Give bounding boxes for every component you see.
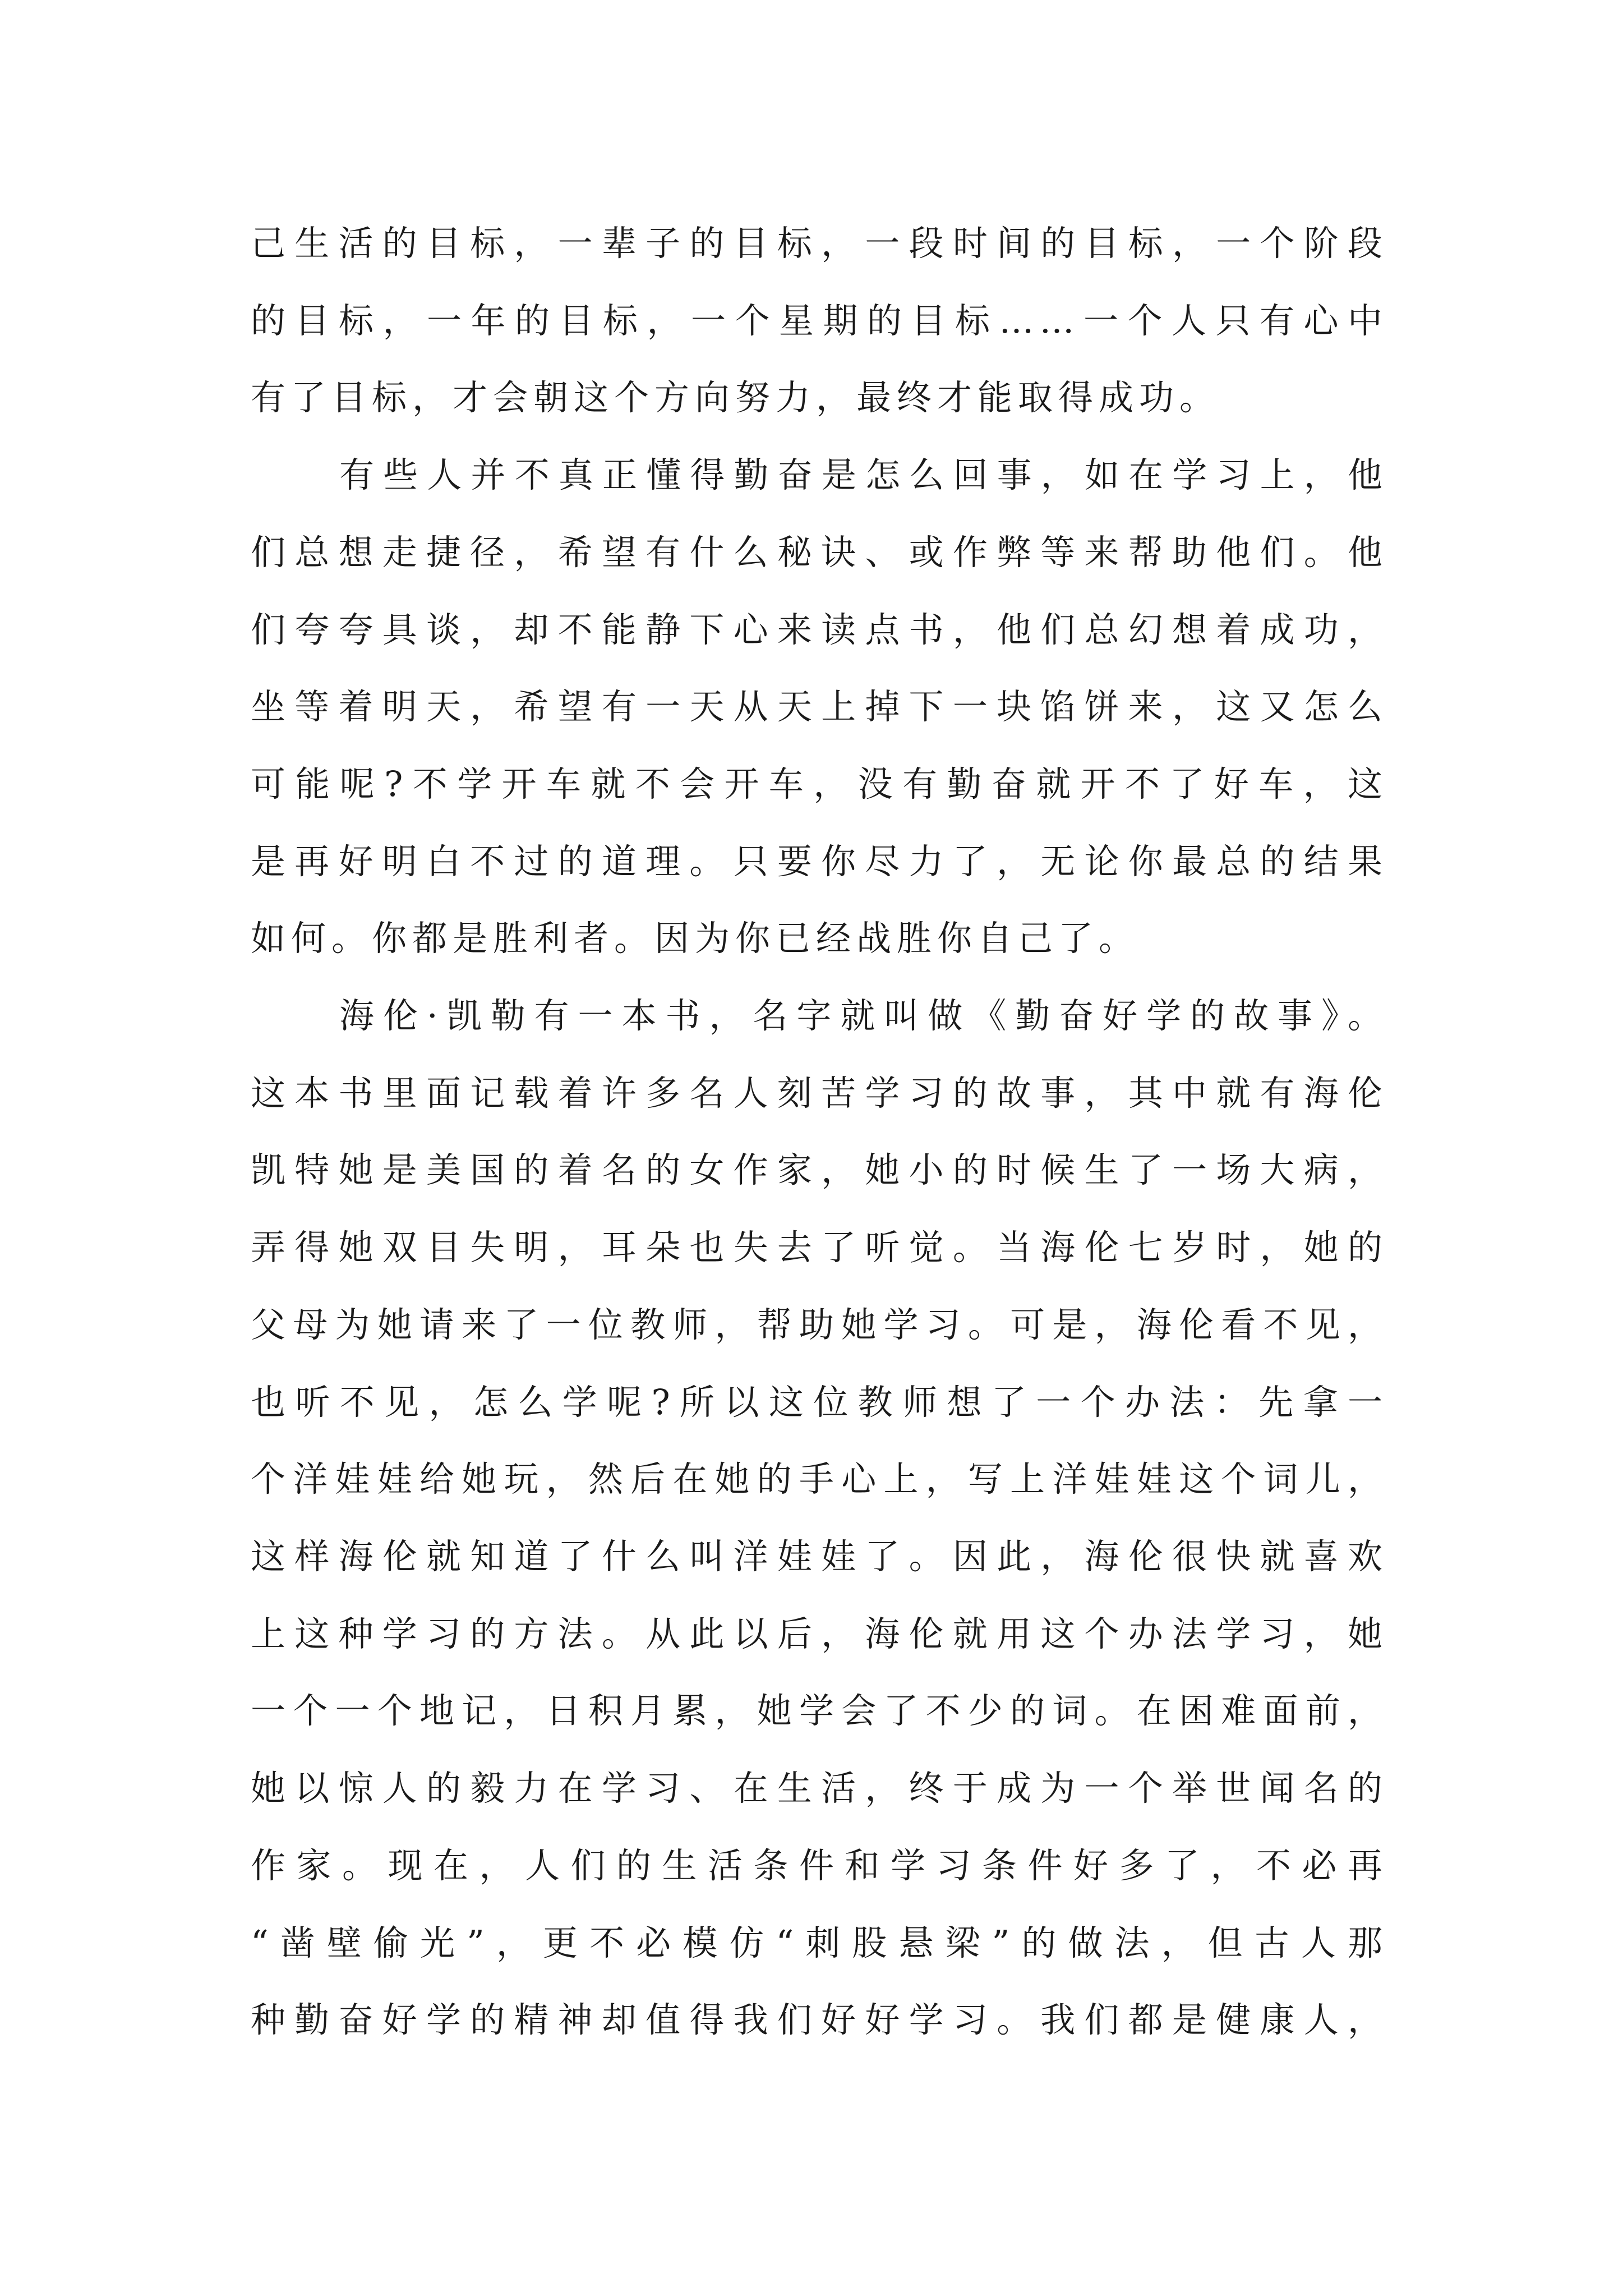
paragraph-start-line: 海伦·凯勒有一本书，名字就叫做《勤奋好学的故事》。: [339, 995, 1388, 1036]
text-line: 己生活的目标，一辈子的目标，一段时间的目标，一个阶段: [251, 223, 1388, 264]
text-line: 如何。你都是胜利者。因为你已经战胜你自己了。: [251, 918, 1140, 959]
body-text: [251, 0, 1388, 2296]
text-line: 有了目标，才会朝这个方向努力，最终才能取得成功。: [251, 377, 1220, 418]
text-line: 这本书里面记载着许多名人刻苦学习的故事，其中就有海伦: [251, 1073, 1388, 1114]
text-line: “凿壁偷光”，更不必模仿“刺股悬梁”的做法，但古人那: [251, 1922, 1388, 1963]
paragraph-start-line: 有些人并不真正懂得勤奋是怎么回事，如在学习上，他: [339, 454, 1388, 495]
text-line: 她以惊人的毅力在学习、在生活，终于成为一个举世闻名的: [251, 1768, 1388, 1809]
text-line: 这样海伦就知道了什么叫洋娃娃了。因此，海伦很快就喜欢: [251, 1536, 1388, 1577]
text-line: 作家。现在，人们的生活条件和学习条件好多了，不必再: [251, 1845, 1388, 1886]
text-line: 弄得她双目失明，耳朵也失去了听觉。当海伦七岁时，她的: [251, 1227, 1388, 1268]
text-line: 一个一个地记，日积月累，她学会了不少的词。在困难面前，: [251, 1690, 1388, 1731]
text-line: 坐等着明天，希望有一天从天上掉下一块馅饼来，这又怎么: [251, 686, 1388, 727]
text-line: 上这种学习的方法。从此以后，海伦就用这个办法学习，她: [251, 1613, 1388, 1654]
text-line: 可能呢?不学开车就不会开车，没有勤奋就开不了好车，这: [251, 763, 1388, 804]
text-line: 是再好明白不过的道理。只要你尽力了，无论你最总的结果: [251, 841, 1388, 882]
text-line: 种勤奋好学的精神却值得我们好好学习。我们都是健康人，: [251, 1999, 1388, 2040]
text-line: 的目标，一年的目标，一个星期的目标……一个人只有心中: [251, 300, 1388, 341]
text-line: 们总想走捷径，希望有什么秘诀、或作弊等来帮助他们。他: [251, 532, 1388, 573]
text-line: 父母为她请来了一位教师，帮助她学习。可是，海伦看不见，: [251, 1304, 1388, 1345]
text-line: 凯特她是美国的着名的女作家，她小的时候生了一场大病，: [251, 1149, 1388, 1190]
text-line: 们夸夸具谈，却不能静下心来读点书，他们总幻想着成功，: [251, 609, 1388, 650]
text-line: 也听不见，怎么学呢?所以这位教师想了一个办法：先拿一: [251, 1382, 1388, 1423]
text-line: 个洋娃娃给她玩，然后在她的手心上，写上洋娃娃这个词儿，: [251, 1458, 1388, 1499]
